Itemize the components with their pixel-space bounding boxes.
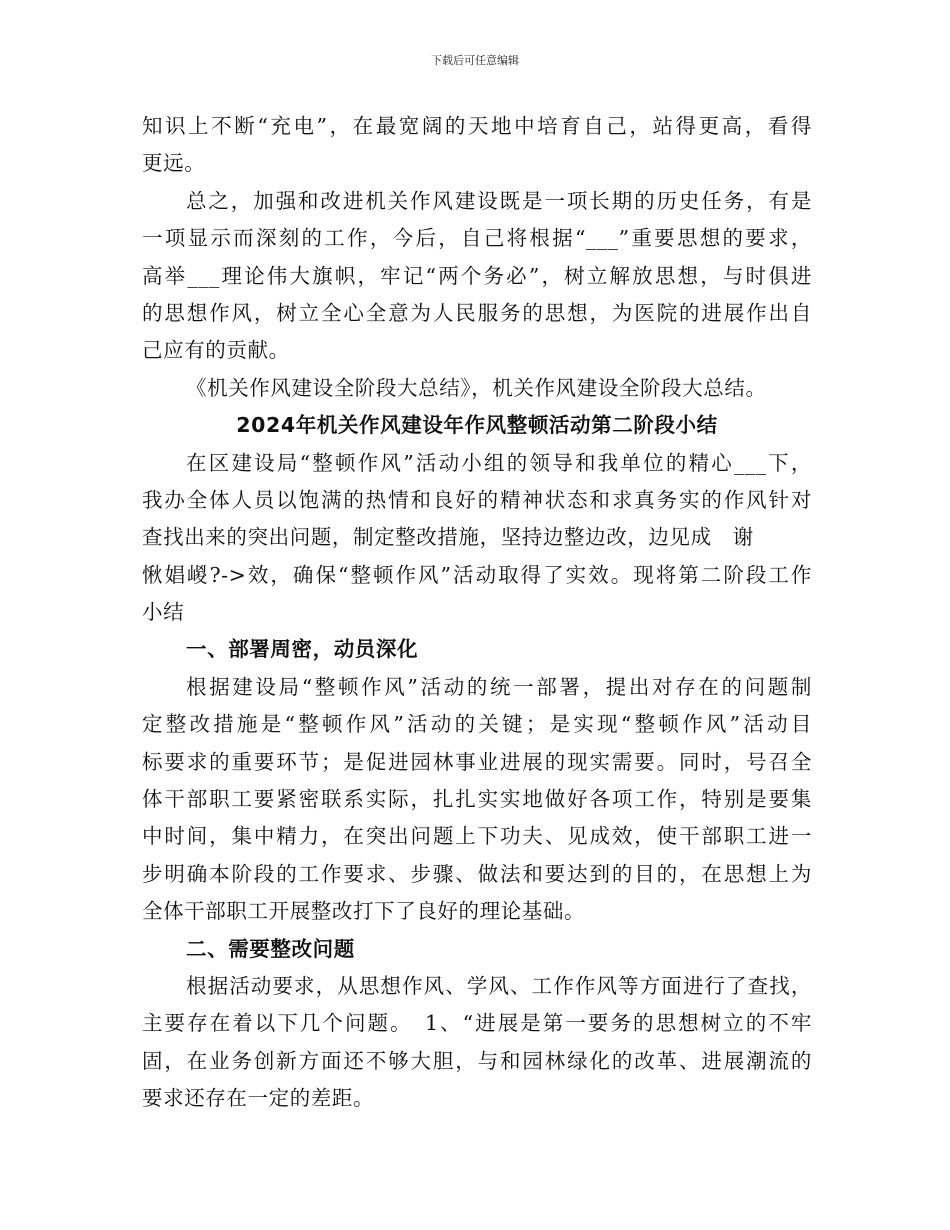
- text-line: 中时间，集中精力，在突出问题上下功夫、见成效，使干部职工进一: [142, 824, 812, 849]
- text-line: 步明确本阶段的工作要求、步骤、做法和要达到的目的，在思想上为: [142, 861, 812, 886]
- text-line: 知识上不断“充电”，在最宽阔的天地中培育自己，站得更高，看得: [142, 114, 812, 138]
- text-line: 高举___理论伟大旗帜，牢记“两个务必”，树立解放思想，与时俱进: [142, 263, 812, 288]
- text-line: 我办全体人员以饱满的热情和良好的精神状态和求真务实的作风针对: [142, 487, 812, 512]
- text-line: 《机关作风建设全阶段大总结》，机关作风建设全阶段大总结。: [186, 375, 767, 400]
- text-line: 要求还存在一定的差距。: [142, 1086, 375, 1111]
- text-line: 定整改措施是“整顿作风”活动的关键；是实现“整顿作风”活动目: [142, 712, 812, 737]
- text-line: 一项显示而深刻的工作，今后，自己将根据“___”重要思想的要求，: [142, 226, 812, 251]
- text-line: 愀娼嵕?->效，确保“整顿作风”活动取得了实效。现将第二阶段工作: [142, 562, 812, 587]
- text-line: 更远。: [142, 151, 206, 176]
- text-line: 主要存在着以下几个问题。 1、“进展是第一要务的思想树立的不牢: [142, 1011, 812, 1036]
- text-line: 总之，加强和改进机关作风建设既是一项长期的历史任务，有是: [186, 188, 812, 213]
- text-line: 己应有的贡献。: [142, 338, 290, 363]
- text-line: 小结: [142, 600, 185, 625]
- document-body: [142, 108, 812, 1118]
- text-line: 固，在业务创新方面还不够大胆，与和园林绿化的改革、进展潮流的: [142, 1048, 812, 1073]
- section-heading-line: 2024年机关作风建设年作风整顿活动第二阶段小结: [236, 413, 718, 438]
- text-line: 的思想作风，树立全心全意为人民服务的思想，为医院的进展作出自: [142, 300, 812, 325]
- text-line: 查找出来的突出问题，制定整改措施，坚持边整边改，边见成 谢: [142, 525, 754, 550]
- section-heading-line: 二、需要整改问题: [186, 936, 355, 961]
- page-header: 下载后可任意编辑: [431, 54, 519, 67]
- text-line: 标要求的重要环节；是促进园林事业进展的现实需要。同时，号召全: [142, 749, 812, 774]
- text-line: 在区建设局“整顿作风”活动小组的领导和我单位的精心___下，: [186, 450, 812, 475]
- text-line: 根据活动要求，从思想作风、学风、工作作风等方面进行了查找，: [186, 973, 812, 998]
- section-heading-line: 一、部署周密，动员深化: [186, 637, 419, 662]
- text-line: 体干部职工要紧密联系实际，扎扎实实地做好各项工作，特别是要集: [142, 787, 812, 812]
- text-line: 根据建设局“整顿作风”活动的统一部署，提出对存在的问题制: [186, 674, 812, 699]
- text-line: 全体干部职工开展整改打下了良好的理论基础。: [142, 899, 586, 924]
